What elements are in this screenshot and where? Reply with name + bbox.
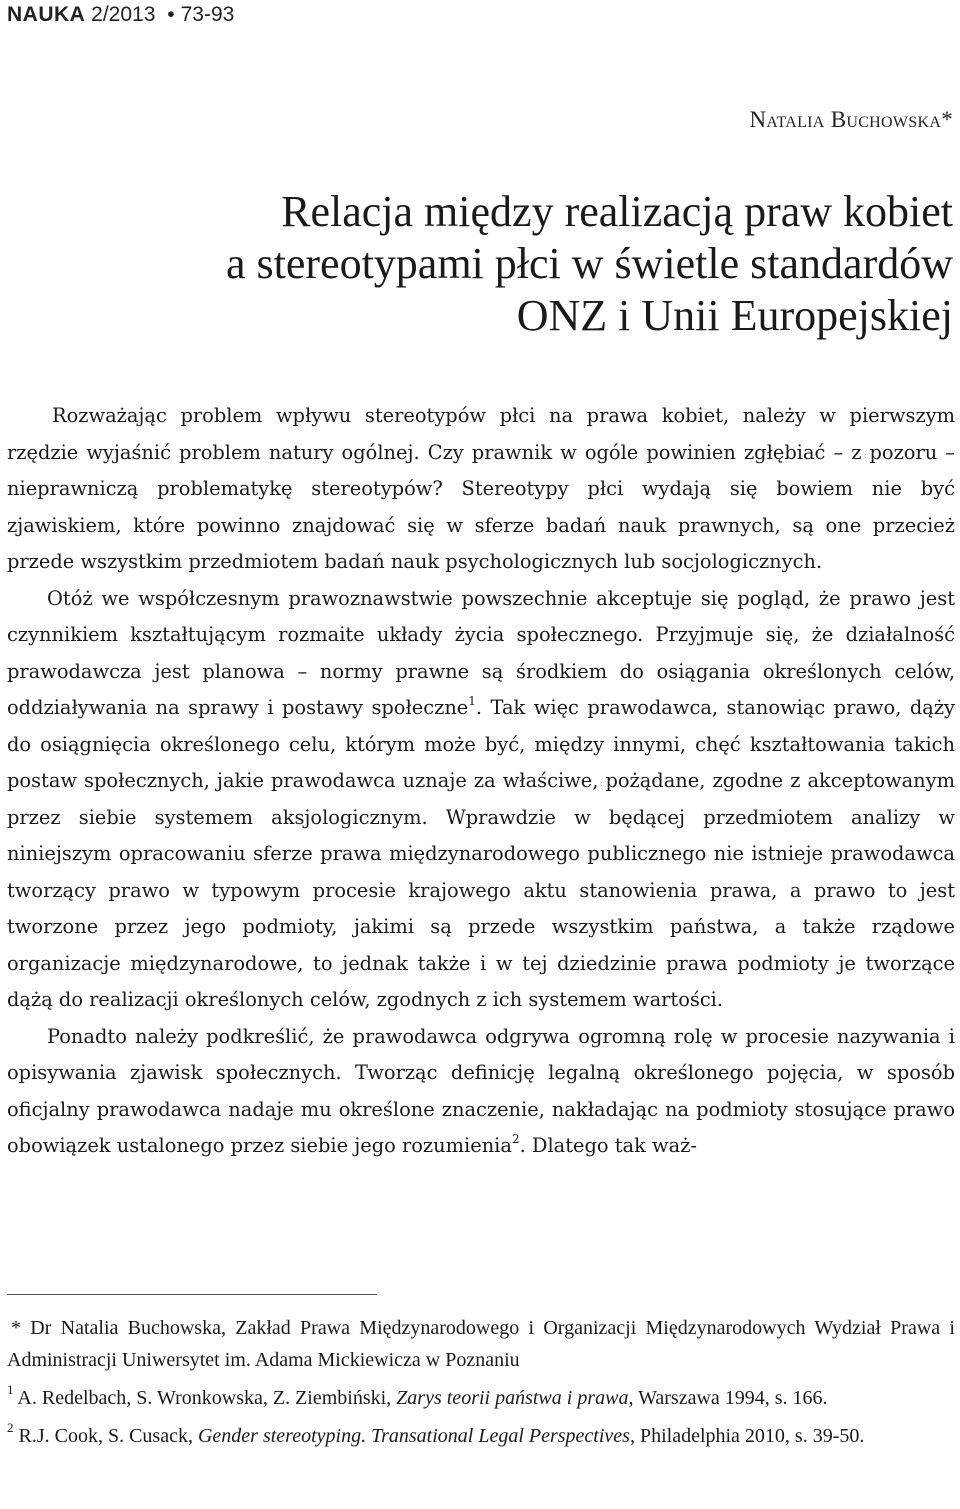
- title-line-1: Relacja między realizacją praw kobiet: [281, 187, 953, 236]
- footnote-1-work: Zarys teorii państwa i prawa,: [396, 1387, 634, 1409]
- footnote-1-rest: Warszawa 1994, s. 166.: [633, 1387, 828, 1409]
- journal-name: NAUKA: [7, 3, 86, 26]
- paragraph-3: [7, 1019, 955, 1165]
- article-title: [53, 186, 953, 342]
- header-separator: •: [167, 3, 175, 26]
- footnotes: [7, 1312, 955, 1458]
- paragraph-3-text-b: . Dlatego tak waż-: [519, 1134, 697, 1157]
- footnote-2: [7, 1420, 955, 1452]
- footnote-1-number: 1: [7, 1382, 14, 1397]
- paragraph-2: [7, 581, 955, 1019]
- title-line-3: ONZ i Unii Europejskiej: [516, 291, 953, 340]
- paragraph-3-text-a: Ponadto należy podkreślić, że prawodawca odgrywa ogromną rolę w procesie nazywania i opisywania zjawisk społecznych. Tworząc definicję legalną określonego pojęcia, w sposób oficjalny prawodawca nadaje mu określone znaczenie, nakładając na podmioty stosujące prawo obowiązek ustalonego przez siebie jego rozumienia: [7, 1024, 955, 1157]
- footnote-2-work: Gender stereotyping. Transational Legal Perspectives,: [197, 1425, 635, 1447]
- footnote-ref-1[interactable]: 1: [468, 694, 476, 708]
- footnote-2-authors: R.J. Cook, S. Cusack,: [18, 1425, 198, 1447]
- footnote-ref-2[interactable]: 2: [511, 1132, 520, 1146]
- footnote-2-number: 2: [7, 1420, 14, 1435]
- page-range: 73-93: [180, 3, 235, 26]
- author-name: Natalia Buchowska*: [749, 107, 953, 132]
- footnote-divider: [7, 1294, 377, 1295]
- title-line-2: a stereotypami płci w świetle standardów: [225, 239, 953, 288]
- article-body: [7, 398, 955, 1165]
- paragraph-2-text-b: . Tak więc prawodawca, stanowiąc prawo, dąży do osiągnięcia określonego celu, którym może być, między innymi, chęć kształtowania takich postaw społecznych, jakie prawodawca uznaje za właściwe, pożądane, zgodne z akceptowanym przez siebie systemem aksjologicznym. Wprawdzie w będącej przedmiotem analizy w niniejszym opracowaniu sferze prawa międzynarodowego publicznego nie istnieje prawodawca tworzący prawo w typowym procesie krajowego aktu stanowienia prawa, a prawo to jest tworzone przez jego podmioty, jakimi są przede wszystkim państwa, a także rządowe organizacje międzynarodowe, to jednak także i w tej dziedzinie prawa podmioty je tworzące dążą do realizacji określonych celów, zgodnych z ich systemem wartości.: [7, 696, 955, 1011]
- paragraph-1: Rozważając problem wpływu stereotypów płci na prawa kobiet, należy w pierwszym rzędzie wyjaśnić problem natury ogólnej. Czy prawnik w ogóle powinien zgłębiać – z pozoru – nieprawniczą problematykę stereotypów? Stereotypy płci wydają się bowiem nie być zjawiskiem, które powinno znajdować się w sferze badań nauk prawnych, są one przecież przede wszystkim przedmiotem badań nauk psychologicznych lub socjologicznych.: [7, 404, 955, 573]
- running-header: [7, 2, 234, 28]
- issue-number: 2/2013: [91, 3, 156, 26]
- footnote-1-authors: A. Redelbach, S. Wronkowska, Z. Ziembiński,: [17, 1387, 397, 1409]
- author-footnote: * Dr Natalia Buchowska, Zakład Prawa Międzynarodowego i Organizacji Międzynarodowych Wydział Prawa i Administracji Uniwersytet im. Adama Mickiewicza w Poznaniu: [7, 1317, 955, 1371]
- footnote-2-rest: Philadelphia 2010, s. 39-50.: [634, 1425, 865, 1447]
- paragraph-2-text-a: Otóż we współczesnym prawoznawstwie powszechnie akceptuje się pogląd, że prawo jest czynnikiem kształtującym rozmaite układy życia społecznego. Przyjmuje się, że działalność prawodawcza jest planowa – normy prawne są środkiem do osiągania określonych celów, oddziaływania na sprawy i postawy społeczne: [7, 586, 955, 719]
- footnote-1: [7, 1382, 955, 1414]
